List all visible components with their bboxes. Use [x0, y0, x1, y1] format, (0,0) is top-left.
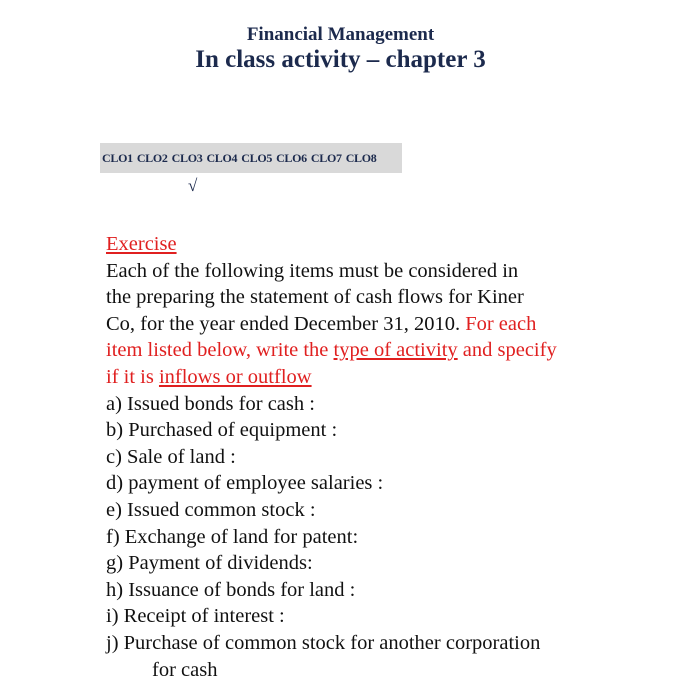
clo-check-mark: √: [188, 176, 198, 195]
instruction-text: if it is: [106, 365, 159, 388]
clo-label: CLO1: [102, 150, 133, 165]
clo-label: CLO3: [171, 150, 203, 165]
intro-text: Co, for the year ended December 31, 2010.: [106, 312, 461, 335]
clo-label: CLO2: [136, 150, 168, 165]
course-title: Financial Management: [246, 24, 435, 45]
list-item-continuation: for cash: [152, 658, 218, 681]
list-item: a) Issued bonds for cash :: [106, 392, 315, 415]
exercise-block: [106, 231, 586, 683]
list-item: j) Purchase of common stock for another corporation: [106, 631, 541, 654]
clo-label: CLO7: [310, 150, 342, 165]
list-item: b) Purchased of equipment :: [106, 419, 338, 442]
exercise-heading: Exercise: [106, 233, 177, 255]
intro-line: Each of the following items must be considered in: [106, 259, 519, 282]
clo-label: CLO4: [206, 150, 238, 165]
clo-bar: [100, 143, 402, 173]
intro-line: the preparing the statement of cash flows for Kiner: [106, 286, 524, 309]
instruction-text: and specify: [457, 339, 557, 362]
list-item: g) Payment of dividends:: [106, 552, 313, 575]
list-item: i) Receipt of interest :: [106, 605, 285, 628]
instruction-text: item listed below, write the: [106, 339, 334, 362]
activity-title: In class activity – chapter 3: [195, 46, 486, 73]
list-item: h) Issuance of bonds for land :: [106, 578, 356, 601]
list-item: f) Exchange of land for patent:: [106, 525, 359, 548]
intro-line-3: [106, 311, 586, 338]
type-of-activity-text: type of activity: [333, 339, 458, 362]
clo-label: CLO6: [276, 150, 307, 165]
instruction-line: [106, 337, 586, 364]
instruction-line: [106, 364, 586, 391]
clo-label: CLO5: [241, 150, 273, 165]
inflow-outflow-text: inflows or outflow: [158, 365, 312, 388]
list-item: c) Sale of land :: [106, 445, 236, 468]
instruction-text: For each: [465, 312, 537, 335]
clo-label: CLO8: [345, 150, 377, 165]
list-item: e) Issued common stock :: [106, 498, 316, 521]
list-item: d) payment of employee salaries :: [106, 472, 384, 495]
